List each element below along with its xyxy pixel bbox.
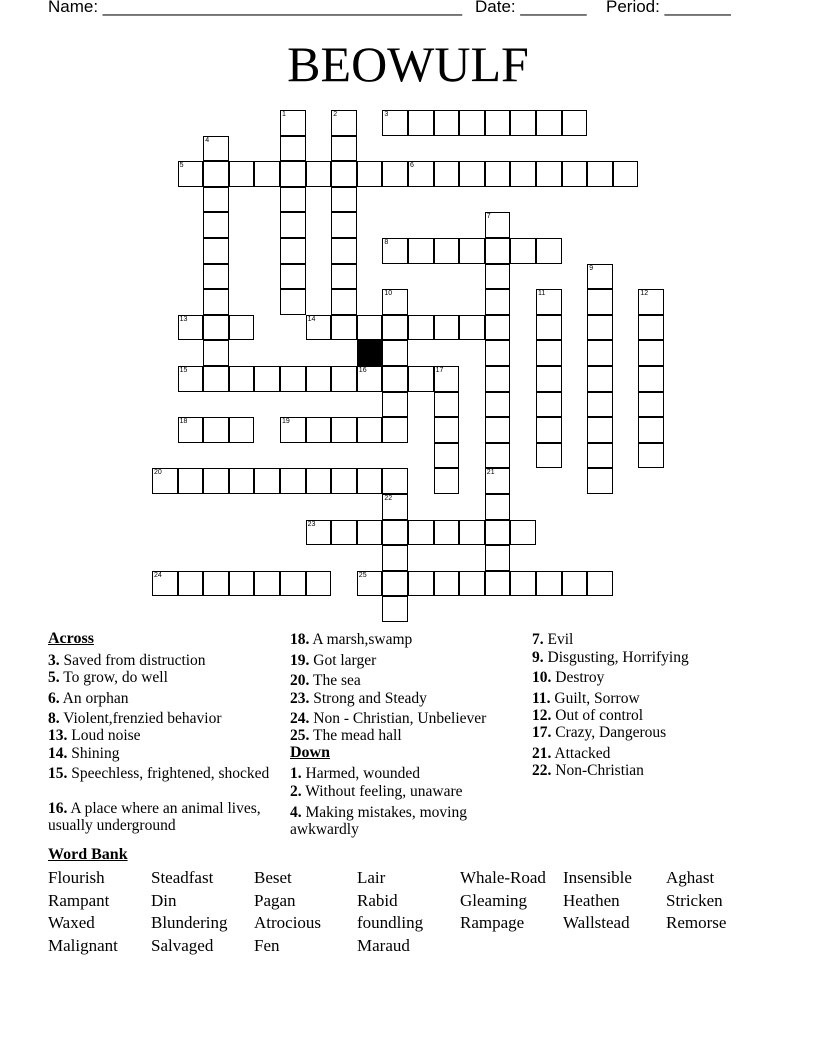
clue-item-text: Harmed, wounded [301, 765, 420, 782]
clue-item-text: Got larger [309, 652, 377, 669]
crossword-cell[interactable] [382, 366, 408, 392]
crossword-cell[interactable] [203, 238, 229, 264]
crossword-cell[interactable] [152, 571, 178, 597]
crossword-cell[interactable] [306, 161, 332, 187]
crossword-cell[interactable] [536, 366, 562, 392]
clue-number: 20 [154, 469, 162, 477]
clue-item-text: Guilt, Sorrow [550, 690, 640, 707]
word-bank-item: Gleaming [460, 891, 528, 910]
clue-item [48, 765, 278, 782]
clue-item-text: Non-Christian [551, 762, 644, 779]
crossword-cell[interactable] [408, 238, 434, 264]
crossword-cell[interactable] [306, 520, 332, 546]
crossword-cell[interactable] [203, 315, 229, 341]
crossword-cell[interactable] [485, 392, 511, 418]
crossword-cell[interactable] [382, 110, 408, 136]
clue-number: 21 [486, 469, 495, 477]
crossword-cell[interactable] [178, 417, 204, 443]
clue-item-number: 21. [532, 745, 552, 762]
crossword-cell[interactable] [280, 187, 306, 213]
crossword-cell[interactable] [587, 315, 613, 341]
crossword-cell[interactable] [382, 468, 408, 494]
crossword-cell[interactable] [587, 468, 613, 494]
clue-item-number: 2. [290, 783, 302, 800]
clue-item-number: 1. [290, 765, 302, 782]
crossword-cell[interactable] [434, 520, 460, 546]
crossword-cell[interactable] [280, 161, 306, 187]
crossword-cell[interactable] [280, 110, 306, 136]
crossword-cell[interactable] [306, 571, 332, 597]
crossword-cell[interactable] [485, 366, 511, 392]
clue-number: 25 [358, 571, 367, 579]
word-bank-item: Din [151, 891, 177, 910]
crossword-cell[interactable] [562, 161, 588, 187]
word-bank-item: Heathen [563, 891, 620, 910]
crossword-cell[interactable] [203, 468, 229, 494]
crossword-cell[interactable] [434, 366, 460, 392]
clue-item [290, 672, 530, 689]
clue-item-text: Crazy, Dangerous [551, 724, 667, 741]
clue-item-text: Attacked [551, 745, 611, 762]
clue-number: 8 [384, 239, 389, 246]
crossword-cell[interactable] [587, 443, 613, 469]
clue-item-number: 13. [48, 727, 68, 744]
clue-item-number: 3. [48, 652, 60, 669]
crossword-cell[interactable] [382, 289, 408, 315]
crossword-cell[interactable] [536, 315, 562, 341]
crossword-cell[interactable] [485, 315, 511, 341]
word-bank-item: Flourish [48, 868, 105, 887]
clue-item [48, 745, 278, 762]
crossword-cell[interactable] [229, 315, 255, 341]
crossword-cell[interactable] [536, 571, 562, 597]
crossword-cell[interactable] [638, 366, 664, 392]
crossword-cell[interactable] [434, 468, 460, 494]
clue-item [48, 800, 278, 834]
crossword-cell[interactable] [331, 520, 357, 546]
crossword-cell[interactable] [587, 571, 613, 597]
crossword-cell[interactable] [485, 494, 511, 520]
clue-number: 18 [179, 418, 188, 426]
clue-number: 24 [154, 571, 162, 579]
clue-item [290, 765, 530, 782]
crossword-cell[interactable] [229, 571, 255, 597]
clue-item-number: 17. [532, 724, 552, 741]
down-heading: Down [290, 744, 331, 761]
crossword-cell[interactable] [331, 289, 357, 315]
clue-item-text: Out of control [551, 707, 644, 724]
crossword-cell[interactable] [485, 161, 511, 187]
crossword-cell[interactable] [331, 136, 357, 162]
clue-number: 15 [179, 367, 188, 374]
crossword-cell[interactable] [613, 161, 639, 187]
clue-item-number: 14. [48, 745, 68, 762]
clue-item-number: 22. [532, 762, 552, 779]
clue-item-number: 20. [290, 672, 310, 689]
crossword-cell[interactable] [203, 212, 229, 238]
clue-item [532, 724, 772, 741]
clue-item [532, 649, 772, 666]
clue-item [48, 710, 278, 727]
crossword-cell[interactable] [434, 392, 460, 418]
word-bank-item: Insensible [563, 868, 632, 887]
crossword-cell[interactable] [280, 468, 306, 494]
crossword-cell[interactable] [485, 545, 511, 571]
clue-item [48, 690, 278, 707]
clue-item-number: 15. [48, 765, 68, 782]
crossword-cell[interactable] [587, 417, 613, 443]
crossword-cell[interactable] [382, 161, 408, 187]
clue-item-text: The mead hall [309, 727, 402, 744]
crossword-cell[interactable] [434, 417, 460, 443]
clue-number: 10 [384, 290, 393, 298]
crossword-cell[interactable] [485, 417, 511, 443]
crossword-cell[interactable] [382, 238, 408, 264]
crossword-cell[interactable] [459, 571, 485, 597]
clue-item-text: Without feeling, unaware [301, 783, 463, 800]
crossword-cell[interactable] [331, 366, 357, 392]
crossword-cell[interactable] [408, 520, 434, 546]
crossword-cell[interactable] [229, 417, 255, 443]
clue-number: 19 [282, 418, 290, 426]
crossword-cell[interactable] [536, 392, 562, 418]
clue-item-number: 11. [532, 690, 551, 707]
crossword-cell[interactable] [203, 187, 229, 213]
word-bank-item: Aghast [666, 868, 715, 887]
crossword-cell[interactable] [587, 392, 613, 418]
clue-number: 6 [410, 162, 414, 170]
word-bank-item: Rampant [48, 891, 110, 910]
clue-item [290, 727, 530, 744]
crossword-cell[interactable] [306, 366, 332, 392]
clue-item-number: 5. [48, 669, 60, 686]
crossword-cell[interactable] [280, 238, 306, 264]
crossword-cell[interactable] [510, 520, 536, 546]
crossword-cell[interactable] [331, 110, 357, 136]
crossword-cell[interactable] [203, 161, 229, 187]
clue-item [48, 652, 278, 669]
clue-item-number: 10. [532, 669, 552, 686]
clue-number: 2 [333, 111, 338, 118]
crossword-cell[interactable] [382, 417, 408, 443]
crossword-cell[interactable] [203, 366, 229, 392]
crossword-cell[interactable] [382, 520, 408, 546]
crossword-cell[interactable] [510, 161, 536, 187]
crossword-cell[interactable] [485, 289, 511, 315]
word-bank-item: Blundering [151, 913, 228, 932]
clue-item [532, 762, 772, 779]
clue-number: 22 [384, 495, 393, 502]
clue-item [48, 727, 278, 744]
crossword-cell[interactable] [178, 366, 204, 392]
crossword-cell[interactable] [434, 443, 460, 469]
crossword-cell[interactable] [638, 315, 664, 341]
crossword-cell[interactable] [536, 289, 562, 315]
clue-item-number: 19. [290, 652, 310, 669]
crossword-cell[interactable] [587, 264, 613, 290]
crossword-cell[interactable] [178, 161, 204, 187]
crossword-cell[interactable] [536, 110, 562, 136]
crossword-cell[interactable] [382, 596, 408, 622]
clue-item [48, 669, 278, 686]
crossword-cell[interactable] [536, 161, 562, 187]
crossword-cell[interactable] [331, 238, 357, 264]
crossword-cell[interactable] [280, 212, 306, 238]
word-bank-item: Waxed [48, 913, 95, 932]
word-bank-item: Remorse [666, 913, 727, 932]
clue-number: 23 [307, 520, 316, 528]
crossword-cell[interactable] [485, 110, 511, 136]
clue-item [532, 669, 772, 686]
crossword-cell[interactable] [459, 315, 485, 341]
crossword-cell[interactable] [280, 571, 306, 597]
clue-item [290, 710, 530, 727]
crossword-cell[interactable] [510, 238, 536, 264]
crossword-cell[interactable] [254, 468, 280, 494]
crossword-cell[interactable] [459, 238, 485, 264]
crossword-cell[interactable] [434, 161, 460, 187]
crossword-black-cell [357, 340, 383, 366]
clue-item-text: Making mistakes, moving awkwardly [290, 804, 467, 838]
crossword-cell[interactable] [280, 136, 306, 162]
clue-number: 13 [179, 315, 188, 323]
crossword-cell[interactable] [510, 110, 536, 136]
clue-item [290, 804, 530, 838]
crossword-cell[interactable] [638, 392, 664, 418]
clue-item-text: An orphan [59, 690, 129, 707]
word-bank-item: Lair [357, 868, 386, 887]
crossword-cell[interactable] [357, 315, 383, 341]
crossword-cell[interactable] [638, 340, 664, 366]
crossword-cell[interactable] [306, 315, 332, 341]
word-bank-item: foundling [357, 913, 424, 932]
crossword-cell[interactable] [382, 315, 408, 341]
clue-item [532, 707, 772, 724]
crossword-cell[interactable] [485, 238, 511, 264]
clue-item-number: 23. [290, 690, 310, 707]
clue-number: 1 [282, 111, 286, 118]
clue-item-number: 25. [290, 727, 310, 744]
crossword-cell[interactable] [229, 468, 255, 494]
crossword-cell[interactable] [229, 161, 255, 187]
word-bank-item: Pagan [254, 891, 296, 910]
word-bank-heading: Word Bank [48, 846, 128, 863]
crossword-cell[interactable] [434, 110, 460, 136]
word-bank-item: Salvaged [151, 936, 214, 955]
crossword-cell[interactable] [331, 468, 357, 494]
clue-item [532, 690, 772, 707]
clue-item-text: Evil [543, 631, 574, 648]
crossword-cell[interactable] [331, 187, 357, 213]
date-field-label: Date: _______ [475, 0, 587, 16]
crossword-cell[interactable] [306, 417, 332, 443]
clue-number: 17 [435, 367, 444, 374]
clue-item-text: Saved from distruction [59, 652, 206, 669]
crossword-cell[interactable] [485, 468, 511, 494]
crossword-cell[interactable] [357, 161, 383, 187]
clue-item [290, 783, 530, 800]
clue-item [532, 745, 772, 762]
crossword-cell[interactable] [536, 443, 562, 469]
crossword-cell[interactable] [178, 315, 204, 341]
crossword-cell[interactable] [408, 366, 434, 392]
crossword-cell[interactable] [331, 264, 357, 290]
word-bank-item: Maraud [357, 936, 410, 955]
crossword-cell[interactable] [331, 417, 357, 443]
crossword-cell[interactable] [203, 264, 229, 290]
clue-item-text: Disgusting, Horrifying [543, 649, 689, 666]
clue-item-text: To grow, do well [59, 669, 168, 686]
word-bank-item: Rampage [460, 913, 525, 932]
clue-item-number: 16. [48, 800, 68, 817]
crossword-cell[interactable] [280, 366, 306, 392]
crossword-cell[interactable] [638, 417, 664, 443]
across-heading: Across [48, 630, 94, 647]
clue-item [290, 652, 530, 669]
crossword-cell[interactable] [638, 443, 664, 469]
crossword-cell[interactable] [254, 366, 280, 392]
crossword-cell[interactable] [357, 468, 383, 494]
clue-item-text: Strong and Steady [309, 690, 427, 707]
crossword-cell[interactable] [280, 289, 306, 315]
crossword-cell[interactable] [510, 571, 536, 597]
clue-item-text: Shining [67, 745, 120, 762]
clue-item-text: Violent,frenzied behavior [59, 710, 222, 727]
crossword-cell[interactable] [203, 571, 229, 597]
crossword-cell[interactable] [203, 136, 229, 162]
crossword-cell[interactable] [587, 161, 613, 187]
crossword-cell[interactable] [536, 340, 562, 366]
crossword-cell[interactable] [229, 366, 255, 392]
crossword-cell[interactable] [434, 571, 460, 597]
word-bank-item: Stricken [666, 891, 723, 910]
word-bank-item: Fen [254, 936, 280, 955]
crossword-cell[interactable] [587, 289, 613, 315]
crossword-cell[interactable] [485, 571, 511, 597]
crossword-cell[interactable] [434, 238, 460, 264]
clue-number: 12 [640, 290, 649, 298]
clue-item [290, 690, 530, 707]
clue-item [290, 631, 530, 648]
crossword-cell[interactable] [331, 212, 357, 238]
word-bank-item: Beset [254, 868, 292, 887]
clue-item-number: 12. [532, 707, 552, 724]
clue-item-number: 18. [290, 631, 310, 648]
word-bank-item: Malignant [48, 936, 118, 955]
crossword-cell[interactable] [203, 340, 229, 366]
crossword-cell[interactable] [254, 161, 280, 187]
clue-number: 7 [486, 213, 491, 221]
crossword-cell[interactable] [587, 340, 613, 366]
clue-item-number: 6. [48, 690, 60, 707]
crossword-cell[interactable] [408, 315, 434, 341]
crossword-cell[interactable] [536, 417, 562, 443]
crossword-cell[interactable] [331, 161, 357, 187]
clue-item-number: 7. [532, 631, 544, 648]
clue-number: 4 [205, 136, 210, 144]
crossword-cell[interactable] [331, 315, 357, 341]
crossword-cell[interactable] [562, 110, 588, 136]
crossword-cell[interactable] [306, 468, 332, 494]
crossword-cell[interactable] [280, 417, 306, 443]
crossword-cell[interactable] [203, 417, 229, 443]
crossword-cell[interactable] [485, 443, 511, 469]
clue-item-text: Loud noise [67, 727, 141, 744]
crossword-cell[interactable] [587, 366, 613, 392]
clue-item-text: Speechless, frightened, shocked [67, 765, 270, 782]
clue-item-text: A marsh,swamp [309, 631, 413, 648]
crossword-cell[interactable] [178, 468, 204, 494]
crossword-cell[interactable] [459, 110, 485, 136]
crossword-cell[interactable] [357, 520, 383, 546]
crossword-cell[interactable] [178, 571, 204, 597]
crossword-cell[interactable] [408, 110, 434, 136]
clue-number: 9 [589, 264, 594, 272]
crossword-cell[interactable] [459, 161, 485, 187]
crossword-cell[interactable] [434, 315, 460, 341]
word-bank-item: Wallstead [563, 913, 630, 932]
crossword-cell[interactable] [638, 289, 664, 315]
clue-number: 5 [179, 162, 184, 170]
crossword-cell[interactable] [152, 468, 178, 494]
crossword-cell[interactable] [382, 340, 408, 366]
crossword-cell[interactable] [254, 571, 280, 597]
crossword-cell[interactable] [562, 571, 588, 597]
crossword-cell[interactable] [485, 212, 511, 238]
crossword-cell[interactable] [357, 571, 383, 597]
crossword-cell[interactable] [536, 238, 562, 264]
clue-item-text: Destroy [551, 669, 605, 686]
clue-number: 14 [307, 315, 316, 323]
crossword-cell[interactable] [382, 545, 408, 571]
period-field-label: Period: _______ [606, 0, 731, 16]
crossword-cell[interactable] [408, 161, 434, 187]
crossword-cell[interactable] [408, 571, 434, 597]
clue-item-text: Non - Christian, Unbeliever [309, 710, 487, 727]
crossword-cell[interactable] [485, 520, 511, 546]
clue-number: 11 [538, 290, 546, 298]
word-bank-item: Steadfast [151, 868, 214, 887]
word-bank-item: Atrocious [254, 913, 322, 932]
word-bank-item: Whale-Road [460, 868, 546, 887]
page-title: BEOWULF [287, 36, 529, 92]
crossword-cell[interactable] [357, 417, 383, 443]
clue-item-number: 4. [290, 804, 302, 821]
crossword-cell[interactable] [485, 264, 511, 290]
clue-number: 16 [358, 367, 367, 374]
crossword-cell[interactable] [382, 494, 408, 520]
clue-item [532, 631, 772, 648]
clue-item-number: 8. [48, 710, 60, 727]
crossword-cell[interactable] [382, 571, 408, 597]
clue-number: 3 [384, 111, 389, 118]
name-field-label: Name: ______________________________________ [48, 0, 463, 16]
clue-item-text: A place where an animal lives, usually underground [48, 800, 261, 834]
crossword-cell[interactable] [357, 366, 383, 392]
crossword-cell[interactable] [382, 392, 408, 418]
clue-item-number: 9. [532, 649, 544, 666]
clue-item-number: 24. [290, 710, 310, 727]
crossword-cell[interactable] [485, 340, 511, 366]
crossword-cell[interactable] [203, 289, 229, 315]
word-bank-item: Rabid [357, 891, 398, 910]
crossword-cell[interactable] [280, 264, 306, 290]
clue-item-text: The sea [309, 672, 361, 689]
crossword-cell[interactable] [459, 520, 485, 546]
